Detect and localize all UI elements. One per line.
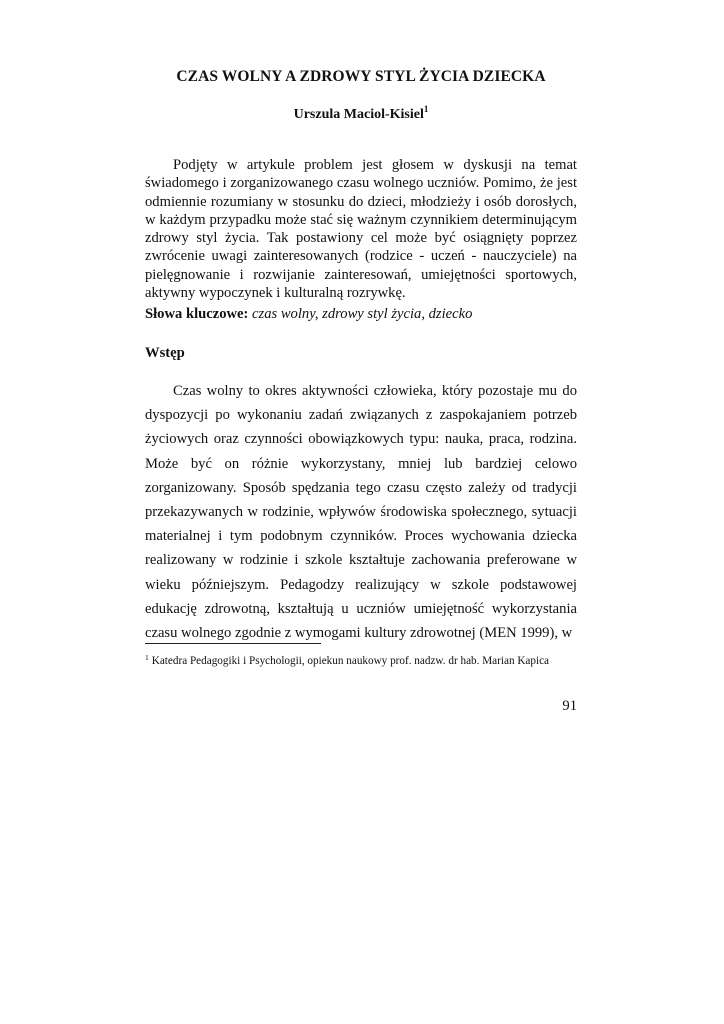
abstract-paragraph: Podjęty w artykule problem jest głosem w dyskusji na temat świadomego i zorganizowanego czasu wolnego uczniów. Pomimo, że jest odmiennie rozumiany w stosunku do dzieci, młodzieży i osób dorosłych, w każdym przypadku może stać się ważnym czynnikiem determinującym zdrowy styl życia. Tak postawiony cel może być osiągnięty poprzez zwrócenie uwagi zainteresowanych (rodzice - uczeń - nauczyciele) na pielęgnowanie i rozwijanie zainteresowań, umiejętności sportowych, aktywny wypoczynek i kulturalną rozrywkę. bbox=[145, 157, 577, 302]
footnote bbox=[145, 650, 577, 669]
footnote-text: Katedra Pedagogiki i Psychologii, opiekun naukowy prof. nadzw. dr hab. Marian Kapica bbox=[151, 655, 550, 667]
keywords-line bbox=[145, 306, 577, 323]
keywords-label: Słowa kluczowe: bbox=[145, 306, 249, 322]
section-heading: Wstęp bbox=[145, 345, 185, 361]
section-paragraph: Czas wolny to okres aktywności człowieka, który pozostaje mu do dyspozycji po wykonaniu zadań związanych z zaspokajaniem potrzeb życiowych oraz czynności obowiązkowych typu: nauka, praca, rodzina. Może być on różnie wykorzystany, mniej lub bardziej celowo zorganizowany. Sposób spędzania tego czasu często zależy od tradycji przekazywanych w rodzinie, wpływów środowiska społecznego, sytuacji materialnej i tym podobnym czynników. Proces wychowania dziecka realizowany w rodzinie i szkole kształtuje zachowania preferowane w wieku późniejszym. Pedagodzy realizujący w szkole podstawowej edukację zdrowotną, kształtują u uczniów umiejętność wykorzystania czasu wolnego zgodnie z wymogami kultury zdrowotnej (MEN 1999), w bbox=[145, 383, 577, 642]
keywords-value: czas wolny, zdrowy styl życia, dziecko bbox=[252, 306, 473, 322]
author-name: Urszula Maciol-Kisiel bbox=[293, 107, 424, 122]
author-footnote-mark[interactable]: 1 bbox=[423, 104, 429, 114]
article-title: CZAS WOLNY A ZDROWY STYL ŻYCIA DZIECKA bbox=[176, 68, 546, 85]
footnote-mark: 1 bbox=[145, 653, 149, 662]
author-line bbox=[145, 104, 577, 123]
footnote-divider bbox=[145, 643, 321, 644]
page-number: 91 bbox=[562, 698, 577, 714]
